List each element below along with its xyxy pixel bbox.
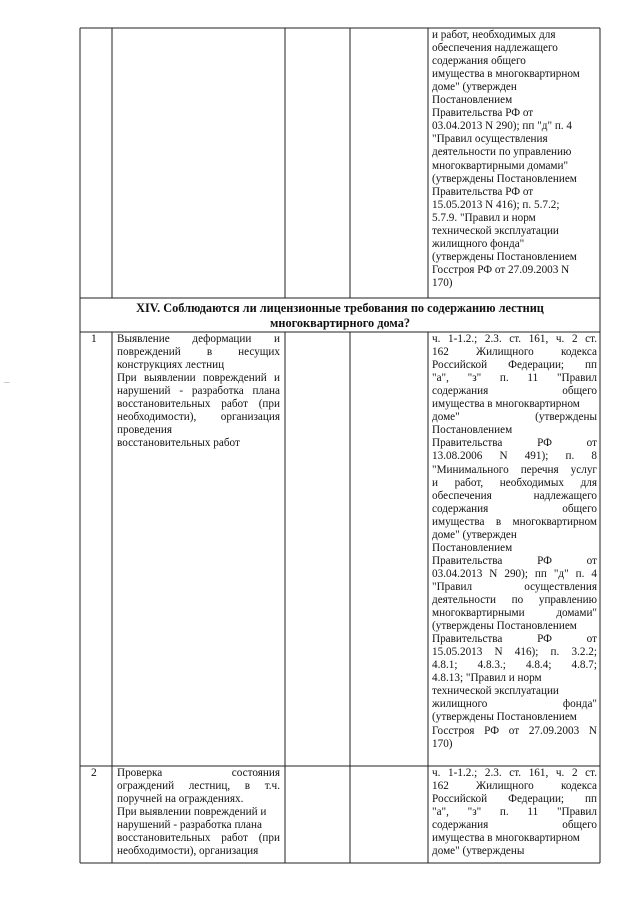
row-1-legal-line: обеспечения надлежащего (432, 489, 597, 502)
row-1-legal-line: многоквартирными домами" (432, 607, 597, 620)
top-legal-line: и работ, необходимых для (432, 29, 556, 41)
row-1-description-line: восстановительных работ (117, 437, 240, 450)
row-1-legal-line: и работ, необходимых для (432, 476, 597, 489)
row-2-number: 2 (91, 767, 97, 779)
row-2-description-line: поручней на ограждениях. (117, 793, 244, 806)
row-1-legal-line: Постановлением (432, 541, 513, 554)
row-1-legal-line: "а", "з" п. 11 "Правил (432, 372, 597, 385)
row-1-legal-line: (утверждены Постановлением (432, 620, 577, 633)
row-2-legal-line: 162 Жилищного кодекса (432, 780, 597, 793)
row-1-legal-line: 03.04.2013 N 290); пп "д" п. 4 (432, 567, 597, 580)
top-legal-line: "Правил осуществления (432, 133, 548, 146)
scan-mark: – (4, 376, 10, 388)
top-legal-line: деятельности по управлению (432, 146, 572, 159)
row-1-legal-line: содержания общего (432, 502, 597, 515)
row-1-description-line: проведения (117, 424, 172, 437)
row-1-legal-line: Постановлением (432, 424, 513, 437)
row-1-legal-line: Госстроя РФ от 27.09.2003 N (432, 724, 597, 737)
row-1-legal-line: жилищного фонда" (432, 698, 597, 711)
row-1-description-line: нарушений - разработка плана (117, 385, 280, 398)
row-2-legal-line: "а", "з" п. 11 "Правил (432, 806, 597, 819)
row-1-legal-line: деятельности по управлению (432, 594, 597, 606)
row-2-legal-line: имущества в многоквартирном (432, 832, 580, 845)
row-1-description-line: При выявлении повреждений и (117, 372, 280, 385)
row-2-legal-line: ч. 1-1.2.; 2.3. ст. 161, ч. 2 ст. (432, 767, 597, 779)
row-1-legal-line: имущества в многоквартирном (432, 398, 580, 411)
row-2-description-line: нарушений - разработка плана (117, 819, 262, 832)
row-2-description-line: ограждений лестниц, в т.ч. (117, 780, 280, 793)
top-legal-line: 170) (432, 276, 453, 289)
row-2-legal-line: содержания общего (432, 819, 597, 832)
top-legal-line: доме" (утвержден (432, 81, 517, 94)
row-1-legal-line: доме" (утвержден (432, 528, 517, 541)
row-2-description-line: При выявлении повреждений и (117, 806, 267, 819)
row-1-legal-line: 162 Жилищного кодекса (432, 346, 597, 359)
top-legal-line: 03.04.2013 N 290); пп "д" п. 4 (432, 120, 572, 133)
top-legal-line: содержания общего (432, 55, 526, 68)
row-1-legal-line: технической эксплуатации (432, 685, 559, 698)
top-legal-line: жилищного фонда" (432, 237, 525, 250)
section-heading (80, 301, 600, 331)
row-1-legal-line: Правительства РФ от (432, 633, 597, 646)
row-1-number: 1 (91, 333, 97, 345)
top-legal-line: (утверждены Постановлением (432, 172, 577, 185)
row-1-legal-line: 4.8.13; "Правил и норм (432, 672, 542, 685)
top-legal-line: Правительства РФ от (432, 107, 534, 120)
top-legal-line: технической эксплуатации (432, 224, 559, 237)
row-1-legal-line: 15.05.2013 N 416); п. 3.2.2; (432, 646, 597, 659)
top-legal-line: (утверждены Постановлением (432, 250, 577, 263)
top-legal-line: многоквартирными домами" (432, 159, 569, 172)
row-1-legal-line: Правительства РФ от (432, 554, 597, 567)
row-1-description-line: повреждений в несущих (117, 346, 280, 359)
row-2-description-line: Проверка состояния (117, 767, 280, 779)
row-1-description-line: конструкциях лестниц (117, 359, 225, 372)
top-legal-line: Правительства РФ от (432, 185, 534, 198)
row-1-legal-line: доме" (утверждены (432, 411, 597, 424)
row-2-legal-line: доме" (утверждены (432, 845, 525, 858)
row-2-legal-line: Российской Федерации; пп (432, 793, 597, 806)
row-1-description-line: необходимости), организация (117, 411, 280, 424)
top-legal-line: 5.7.9. "Правил и норм (432, 211, 536, 224)
top-legal-line: имущества в многоквартирном (432, 68, 580, 81)
row-1-legal-line: "Минимального перечня услуг (432, 463, 597, 476)
row-2-description-line: необходимости), организация (117, 845, 259, 858)
row-1-legal-line: Правительства РФ от (432, 437, 597, 450)
row-1-legal-line: 13.08.2006 N 491); п. 8 (432, 450, 597, 463)
section-heading-line-1: XIV. Соблюдаются ли лицензионные требования по содержанию лестниц (136, 301, 544, 315)
section-heading-line-2: многоквартирного дома? (269, 316, 410, 330)
row-1-legal-line: имущества в многоквартирном (432, 515, 597, 528)
row-1-legal-line: содержания общего (432, 385, 597, 398)
row-1-description-line: восстановительных работ (при (117, 398, 280, 411)
top-legal-line: Постановлением (432, 94, 513, 107)
row-1-legal-line: 4.8.1; 4.8.3.; 4.8.4; 4.8.7; (432, 659, 597, 672)
row-1-legal-line: Российской Федерации; пп (432, 359, 597, 372)
row-1-legal-line: ч. 1-1.2.; 2.3. ст. 161, ч. 2 ст. (432, 333, 597, 345)
row-2-description-line: восстановительных работ (при (117, 832, 280, 845)
top-legal-line: 15.05.2013 N 416); п. 5.7.2; (432, 198, 560, 211)
top-legal-line: Госстроя РФ от 27.09.2003 N (432, 263, 570, 276)
top-legal-line: обеспечения надлежащего (432, 42, 558, 55)
row-1-legal-line: 170) (432, 737, 453, 750)
row-1-legal-line: (утверждены Постановлением (432, 711, 577, 724)
row-1-legal-line: "Правил осуществления (432, 580, 597, 593)
row-1-description-line: Выявление деформации и (117, 333, 280, 345)
